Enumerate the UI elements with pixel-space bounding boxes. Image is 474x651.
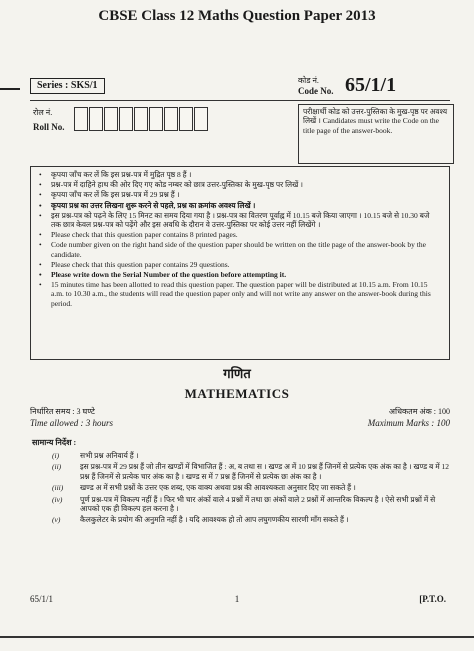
instruction-number: (v) xyxy=(52,515,61,525)
instruction-text: पूर्ण प्रश्न-पत्र में विकल्प नहीं हैं । फिर भी चार अंकों वाले 4 प्रश्नों में तथा छः अंकों वाले 2 प्रश्नों में आन्तरिक विकल्प है । ऐसे सभी प्रश्नों में से आपको एक ही विकल्प हल करना है । xyxy=(80,494,436,514)
general-instructions-list xyxy=(30,451,450,527)
roll-digit-box[interactable] xyxy=(164,107,178,131)
code-number: 65/1/1 xyxy=(345,74,397,96)
instruction-item: • 15 minutes time has been allotted to read this question paper. The question paper will be distributed at 10.15 a.m. From 10.15 a.m. to 10.30 a.m., the students will read the question paper only and will not write any answer on the answer-book during this period. xyxy=(39,280,441,308)
page-number: 1 xyxy=(234,594,240,604)
page-title: CBSE Class 12 Maths Question Paper 2013 xyxy=(98,8,376,24)
code-note: परीक्षार्थी कोड को उत्तर-पुस्तिका के मुख-पृष्ठ पर अवश्य लिखें । Candidates must write the Code on the title page of the answer-book. xyxy=(298,104,454,164)
code-label: Code No. xyxy=(298,86,334,96)
roll-digit-box[interactable] xyxy=(89,107,103,131)
roll-digit-box[interactable] xyxy=(134,107,148,131)
subject-hindi: गणित xyxy=(223,366,251,381)
roll-digit-box[interactable] xyxy=(149,107,163,131)
instruction-text: इस प्रश्न-पत्र में 29 प्रश्न हैं जो तीन खण्डों में विभाजित हैं : अ, ब तथा स । खण्ड अ में 10 प्रश्न हैं जिनमें से प्रत्येक एक अंक का है । खण्ड ब में 12 प्रश्न हैं जिनमें से प्रत्येक चार अंक का है । खण्ड स में 7 प्रश्न हैं जिनमें से प्रत्येक छः अंक का है । xyxy=(80,462,450,481)
instruction-item: • Please write down the Serial Number of the question before attempting it. xyxy=(39,270,441,279)
instruction-item: • कृपया प्रश्न का उत्तर लिखना शुरू करने से पहले, प्रश्न का क्रमांक अवश्य लिखें । xyxy=(39,201,441,210)
roll-digit-box[interactable] xyxy=(74,107,88,131)
instruction-number: (ii) xyxy=(52,462,62,472)
footer-code: 65/1/1 xyxy=(30,594,54,604)
instruction-number: (iii) xyxy=(52,483,64,493)
instruction-item: • इस प्रश्न-पत्र को पढ़ने के लिए 15 मिनट का समय दिया गया है । प्रश्न-पत्र का वितरण पूर्वाह्न में 10.15 बजे किया जाएगा । 10.15 बजे से 10.30 बजे तक छात्र केवल प्रश्न-पत्र को पढ़ेंगे और इस अवधि के दौरान वे उत्तर-पुस्तिका पर कोई उत्तर नहीं लिखेंगे । xyxy=(39,211,441,229)
time-allowed-hindi: निर्धारित समय : 3 घण्टे xyxy=(30,407,95,416)
margin-mark xyxy=(0,88,20,90)
instruction-item: • कृपया जाँच कर लें कि इस प्रश्न-पत्र में मुद्रित पृष्ठ 8 हैं । xyxy=(39,170,441,179)
maximum-marks: Maximum Marks : 100 xyxy=(367,418,450,428)
series-label: Series : SKS/1 xyxy=(30,78,105,94)
pto-label: [P.T.O. xyxy=(419,594,446,604)
general-instruction-item xyxy=(30,495,450,514)
general-instruction-item xyxy=(30,515,450,524)
roll-digit-box[interactable] xyxy=(104,107,118,131)
general-instruction-item xyxy=(30,451,450,460)
instruction-item: • प्रश्न-पत्र में दाहिने हाथ की ओर दिए गए कोड नम्बर को छात्र उत्तर-पुस्तिका के मुख-पृष्ठ पर लिखें । xyxy=(39,180,441,189)
general-instruction-item xyxy=(30,483,450,492)
maximum-marks-hindi: अधिकतम अंक : 100 xyxy=(388,407,450,416)
header-divider xyxy=(30,100,450,101)
instruction-number: (iv) xyxy=(52,494,63,504)
roll-digit-box[interactable] xyxy=(119,107,133,131)
instruction-number: (i) xyxy=(52,451,60,460)
instruction-item: • Code number given on the right hand side of the question paper should be written on the title page of the answer-book by the candidate. xyxy=(39,240,441,258)
subject-title: MATHEMATICS xyxy=(184,386,290,401)
bottom-divider xyxy=(0,636,474,638)
instruction-text: खण्ड अ में सभी प्रश्नों के उत्तर एक शब्द, एक वाक्य अथवा प्रश्न की आवश्यकता अनुसार दिए जा सकते हैं । xyxy=(80,483,356,493)
roll-label: Roll No. xyxy=(33,122,65,132)
general-instructions-heading: सामान्य निर्देश : xyxy=(32,438,77,447)
instructions-list xyxy=(39,170,441,308)
roll-digit-box[interactable] xyxy=(194,107,208,131)
instructions-box xyxy=(30,166,450,360)
instruction-text: सभी प्रश्न अनिवार्य हैं । xyxy=(80,451,139,460)
instruction-item: • कृपया जाँच कर लें कि इस प्रश्न-पत्र में 29 प्रश्न हैं । xyxy=(39,190,441,199)
instruction-text: कैलकुलेटर के प्रयोग की अनुमति नहीं है । यदि आवश्यक हो तो आप लघुगणकीय सारणी माँग सकते हैं । xyxy=(80,515,349,525)
time-allowed: Time allowed : 3 hours xyxy=(30,418,114,428)
instruction-item: • Please check that this question paper contains 8 printed pages. xyxy=(39,230,441,239)
roll-digit-box[interactable] xyxy=(179,107,193,131)
roll-label-hindi: रोल नं. xyxy=(33,108,53,117)
general-instruction-item xyxy=(30,462,450,481)
instruction-item: • Please check that this question paper contains 29 questions. xyxy=(39,260,441,269)
roll-number-boxes[interactable] xyxy=(74,107,209,131)
code-label-hindi: कोड नं. xyxy=(298,76,319,85)
